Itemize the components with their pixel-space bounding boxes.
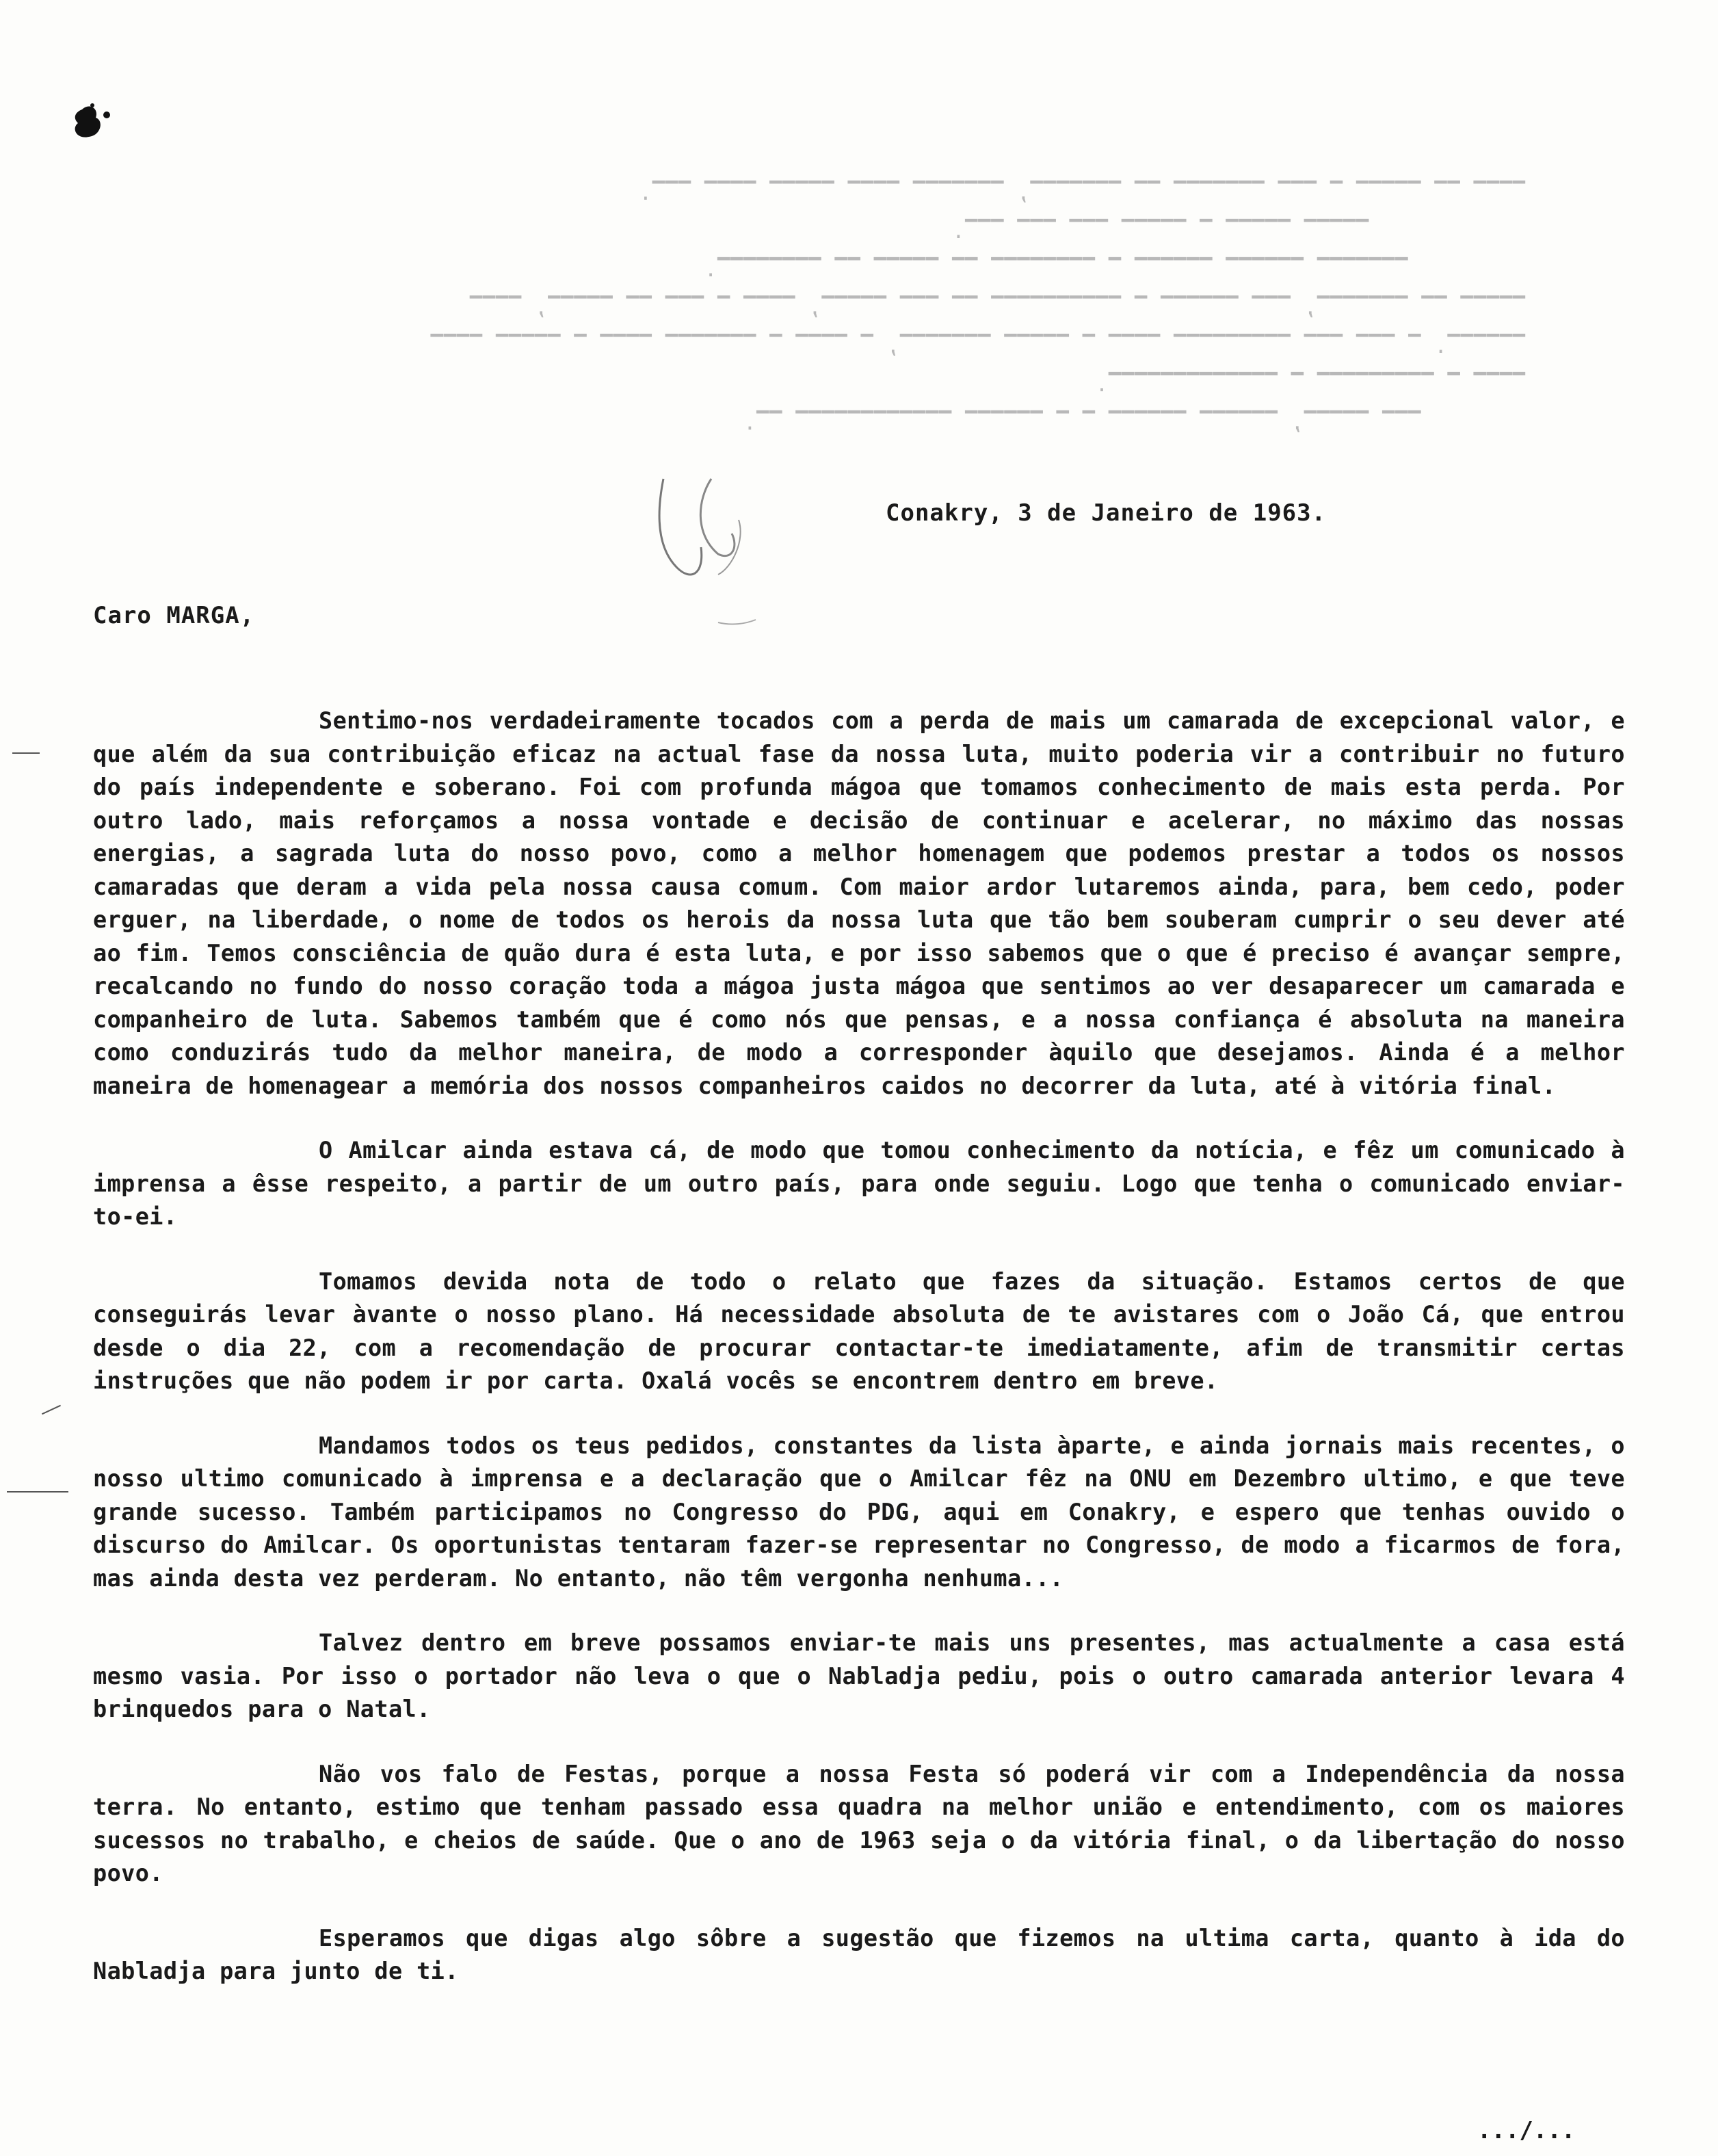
letter-paragraph: Talvez dentro em breve possamos enviar-te mais uns presentes, mas actualmente a casa está mesmo vasia. Por isso o portador não leva o que o Nabladja pediu, pois o outro camarada anterior levara 4 brinquedos para o Natal. bbox=[93, 1629, 1625, 1722]
bleed-through-text: ▔▔▔▔ ▔▔ ▔▔▔▔▔ ▔ ▔▔▔ ▔▔▔▔▔▔▔ ▔▔ ▔▔▔▔▔▔▔, ▔▔▔▔▔▔▔ ▔▔▔▔ ▔▔▔▔▔ ▔▔▔▔ ▔▔▔. ▔▔▔▔▔ ▔▔▔▔▔ ▔ ▔▔▔▔▔ ▔▔▔ ▔▔▔ ▔▔▔. ▔▔▔▔▔▔▔ ▔▔▔▔▔▔ ▔▔▔▔▔▔ ▔ ▔▔▔▔▔▔▔▔ ▔▔ ▔▔▔▔▔ ▔▔ ▔▔▔▔▔▔▔▔. ▔▔▔▔▔ ▔▔ ▔▔▔▔▔▔▔, ▔▔▔ ▔▔▔▔▔▔ ▔ ▔▔▔▔▔▔▔▔▔▔ ▔▔ ▔▔▔ ▔▔▔▔▔, ▔▔▔▔ ▔ ▔▔▔ ▔▔ ▔▔▔▔▔, ▔▔▔▔ ▔▔▔▔▔▔. ▔ ▔▔▔ ▔▔▔ ▔▔▔▔▔▔▔▔▔ ▔▔▔▔ ▔ ▔▔▔▔▔ ▔▔▔▔▔▔▔, ▔ ▔▔▔▔ ▔ ▔▔▔▔▔▔▔ ▔▔▔▔ ▔ ▔▔▔▔▔ ▔▔▔▔ ▔▔▔▔ ▔ ▔▔▔▔▔▔▔▔▔ ▔ ▔▔▔▔▔▔▔▔▔▔▔▔▔. ▔▔▔ ▔▔▔▔▔, ▔▔▔▔▔▔ ▔▔▔▔▔▔ ▔ ▔ ▔▔▔▔▔▔ ▔▔▔▔▔▔▔▔▔▔▔▔ ▔▔. bbox=[430, 181, 1525, 435]
scan-edge-mark bbox=[7, 1491, 68, 1493]
letter-paragraph: Tomamos devida nota de todo o relato que fazes da situação. Estamos certos de que conseguirás levar àvante o nosso plano. Há necessidade absoluta de te avistares com o João Cá, que entrou desde o dia 22, com a recomendação de procurar contactar-te imediatamente, afim de transmitir certas instruções que não podem ir por carta. Oxalá vocês se encontrem dentro em breve. bbox=[93, 1267, 1625, 1394]
letter-salutation: Caro MARGA, bbox=[93, 602, 255, 629]
scan-edge-mark bbox=[42, 1405, 61, 1415]
letter-body bbox=[93, 705, 1625, 2020]
scan-edge-mark bbox=[12, 752, 40, 754]
letter-paragraph: Não vos falo de Festas, porque a nossa Festa só poderá vir com a Independência da nossa terra. No entanto, estimo que tenham passado essa quadra na melhor união e entendimento, com os maiores sucessos no trabalho, e cheios de saúde. Que o ano de 1963 seja o da vitória final, o da libertação do nosso povo. bbox=[93, 1760, 1625, 1886]
letter-dateline: Conakry, 3 de Janeiro de 1963. bbox=[886, 499, 1327, 527]
ink-blot-icon bbox=[68, 103, 116, 144]
letter-paragraph: Sentimo-nos verdadeiramente tocados com a perda de mais um camarada de excepcional valor, e que além da sua contribuição eficaz na actual fase da nossa luta, muito poderia vir a contribuir no futuro do país independente e soberano. Foi com profunda mágoa que tomamos conhecimento de mais esta perda. Por outro lado, mais reforçamos a nossa vontade e decisão de continuar e acelerar, no máximo das nossas energias, a sagrada luta do nosso povo, como a melhor homenagem que podemos prestar a todos os nossos camaradas que deram a vida pela nossa causa comum. Com maior ardor lutaremos ainda, para, bem cedo, poder erguer, na liberdade, o nome de todos os herois da nossa luta que tão bem souberam cumprir o seu dever até ao fim. Temos consciência de quão dura é esta luta, e por isso sabemos que o que é preciso é avançar sempre, recalcando no fundo do nosso coração toda a mágoa justa mágoa que sentimos ao ver desaparecer um camarada e companheiro de luta. Sabemos também que é como nós que pensas, e a nossa confiança é absoluta na maneira como conduzirás tudo da melhor maneira, de modo a corresponder àquilo que desejamos. Ainda é a melhor maneira de homenagear a memória dos nossos companheiros caidos no decorrer da luta, até à vitória final. bbox=[93, 707, 1625, 1099]
handwritten-mark-icon bbox=[636, 438, 787, 643]
letter-paragraph: Mandamos todos os teus pedidos, constantes da lista àparte, e ainda jornais mais recentes, o nosso ultimo comunicado à imprensa e a declaração que o Amilcar fêz na ONU em Dezembro ultimo, e que teve grande sucesso. Também participamos no Congresso do PDG, aqui em Conakry, e espero que tenhas ouvido o discurso do Amilcar. Os oportunistas tentaram fazer-se representar no Congresso, de modo a ficarmos de fora, mas ainda desta vez perderam. No entanto, não têm vergonha nenhuma... bbox=[93, 1432, 1625, 1592]
continuation-mark: .../... bbox=[1477, 2117, 1576, 2144]
letter-paragraph: Esperamos que digas algo sôbre a sugestão que fizemos na ultima carta, quanto à ida do Nabladja para junto de ti. bbox=[93, 1924, 1625, 1984]
letter-paragraph: O Amilcar ainda estava cá, de modo que tomou conhecimento da notícia, e fêz um comunicado à imprensa a êsse respeito, a partir de um outro país, para onde seguiu. Logo que tenha o comunicado enviar-to-ei. bbox=[93, 1137, 1625, 1230]
